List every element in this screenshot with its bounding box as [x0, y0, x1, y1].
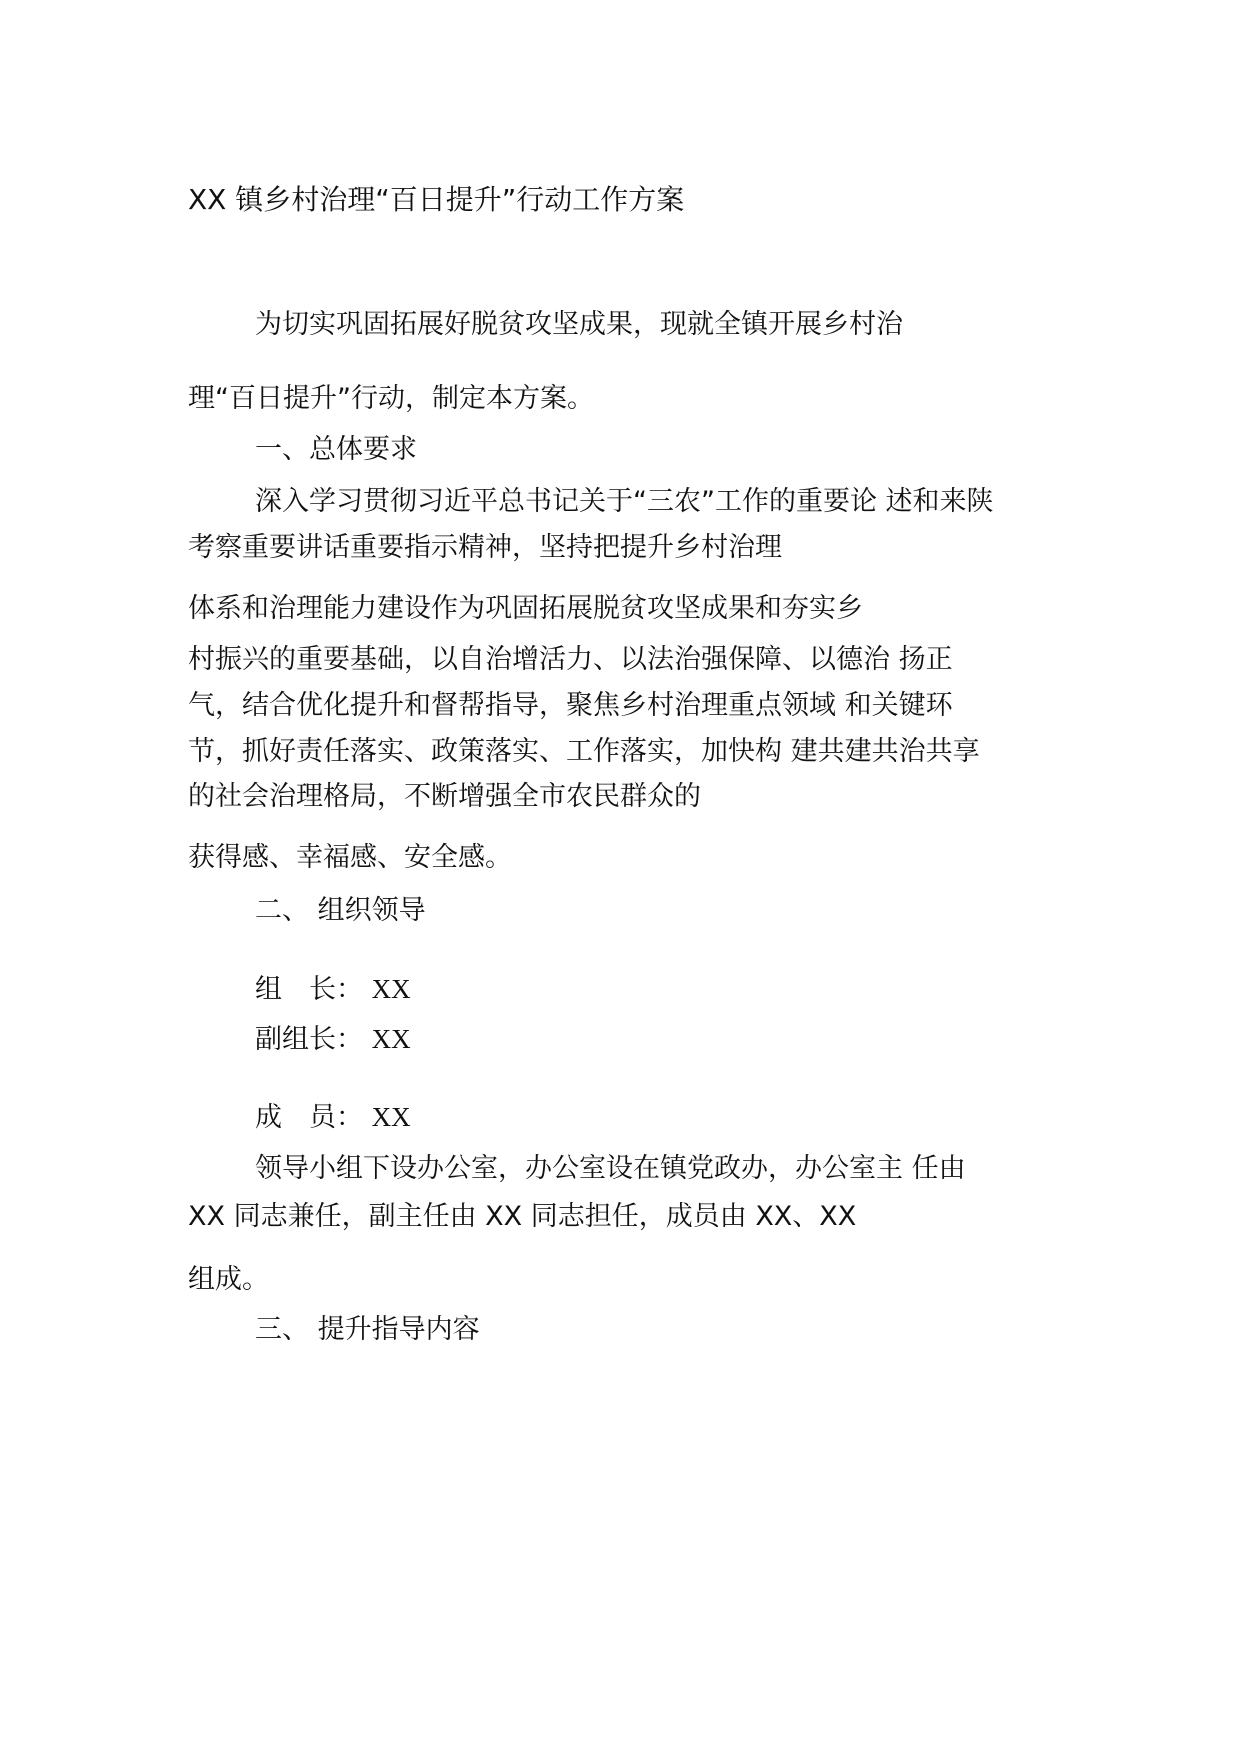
section-1-heading: 一、总体要求 — [255, 434, 417, 465]
members-label: 成 员： — [255, 1102, 363, 1133]
section-1-line-6: 节，抓好责任落实、政策落实、工作落实，加快构 建共建共治共享 — [188, 736, 980, 767]
intro-line-1: 为切实巩固拓展好脱贫攻坚成果，现就全镇开展乡村治 — [255, 309, 903, 340]
deputy-row — [255, 1021, 411, 1058]
section-1-line-7: 的社会治理格局，不断增强全市农民群众的 — [188, 781, 701, 812]
section-1-line-2: 考察重要讲话重要指示精神，坚持把提升乡村治理 — [188, 532, 782, 563]
section-1-line-4: 村振兴的重要基础，以自治增活力、以法治强保障、以德治 扬正 — [188, 644, 953, 675]
section-1-line-1: 深入学习贯彻习近平总书记关于“三农”工作的重要论 述和来陕 — [255, 486, 994, 517]
members-value: XX — [371, 1102, 411, 1132]
section-2-heading: 二、 组织领导 — [255, 895, 426, 926]
intro-line-2: 理“百日提升”行动，制定本方案。 — [188, 383, 594, 414]
document-title: XX 镇乡村治理“百日提升”行动工作方案 — [188, 183, 685, 216]
section-1-line-3: 体系和治理能力建设作为巩固拓展脱贫攻坚成果和夯实乡 — [188, 593, 863, 624]
deputy-value: XX — [371, 1024, 411, 1054]
office-line-3: 组成。 — [188, 1264, 269, 1295]
leader-label: 组 长： — [255, 974, 363, 1005]
office-line-1: 领导小组下设办公室，办公室设在镇党政办，办公室主 任由 — [255, 1153, 966, 1184]
section-3-heading: 三、 提升指导内容 — [255, 1314, 480, 1345]
members-row — [255, 1099, 411, 1136]
leader-row — [255, 971, 411, 1008]
leader-value: XX — [371, 974, 411, 1004]
deputy-label: 副组长： — [255, 1024, 363, 1055]
section-1-line-8: 获得感、幸福感、安全感。 — [188, 842, 512, 873]
section-1-line-5: 气，结合优化提升和督帮指导，聚焦乡村治理重点领域 和关键环 — [188, 690, 953, 721]
office-line-2: XX 同志兼任，副主任由 XX 同志担任，成员由 XX、XX — [188, 1201, 857, 1232]
